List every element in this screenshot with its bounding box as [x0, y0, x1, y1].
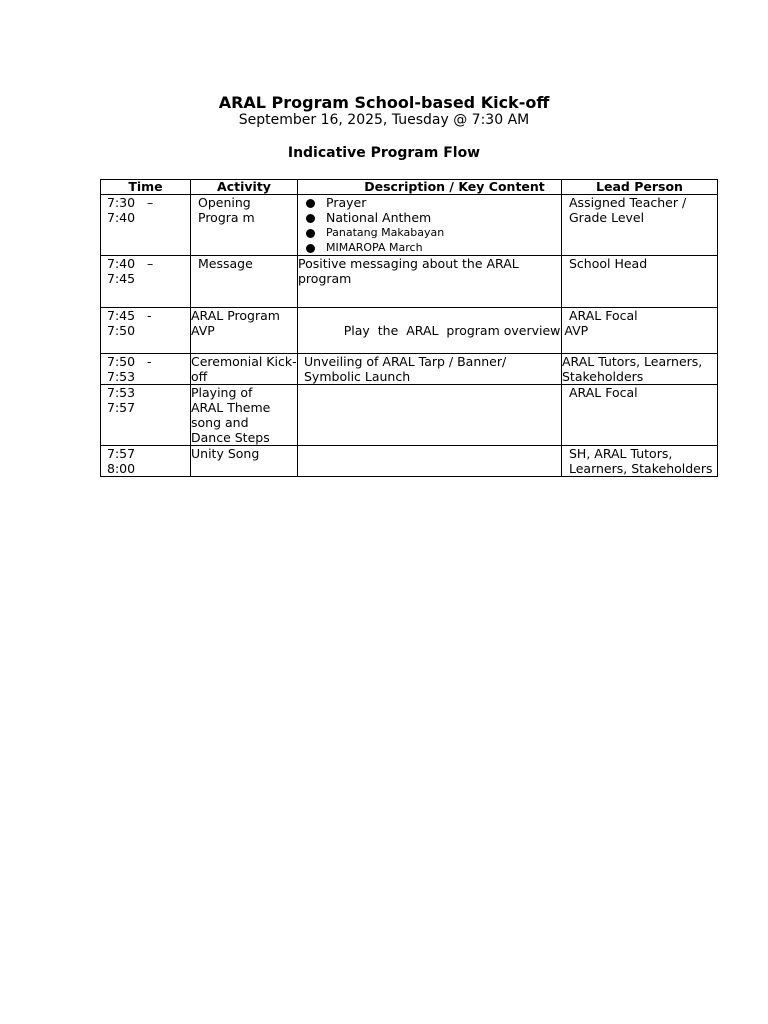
- time-start: 7:53: [107, 385, 136, 400]
- table-row: [101, 195, 718, 256]
- list-item: National Anthem: [304, 210, 561, 225]
- description-cell: [298, 195, 562, 256]
- header-activity: Activity: [191, 180, 298, 195]
- table-row: [101, 385, 718, 446]
- description-cell: [298, 446, 562, 477]
- activity-text: Ceremonial Kick-off: [191, 354, 297, 384]
- description-text: Play the ARAL program overview AVP: [343, 323, 589, 338]
- time-cell: [101, 385, 191, 446]
- description-cell: [298, 308, 589, 354]
- time-end: 8:00: [107, 461, 136, 476]
- time-start: 7:57: [107, 446, 136, 461]
- lead-person-text: Assigned Teacher / Grade Level: [569, 195, 687, 225]
- lead-person-cell: [562, 195, 718, 256]
- activity-cell: [191, 385, 298, 446]
- lead-person-cell: [562, 354, 718, 385]
- table-header-row: [101, 180, 718, 195]
- time-cell: [101, 308, 191, 354]
- description-cell: [298, 256, 562, 308]
- activity-cell: [191, 195, 298, 256]
- activity-text: Message: [198, 256, 253, 271]
- table-row: [101, 256, 718, 308]
- section-heading: Indicative Program Flow: [287, 145, 481, 161]
- time-cell: [101, 354, 191, 385]
- lead-person-text: ARAL Focal: [569, 308, 638, 323]
- description-cell: [298, 354, 562, 385]
- document-subtitle: September 16, 2025, Tuesday @ 7:30 AM: [238, 112, 530, 128]
- header-description: Description / Key Content: [298, 180, 562, 195]
- lead-person-text: ARAL Tutors, Learners, Stakeholders: [562, 354, 703, 384]
- activity-cell: [191, 308, 298, 354]
- time-start: 7:40 –: [107, 256, 154, 271]
- activity-text: ARAL Program AVP: [191, 308, 280, 338]
- list-item: Prayer: [304, 195, 561, 210]
- list-item: Panatang Makabayan: [304, 225, 561, 240]
- activity-text: Unity Song: [191, 446, 260, 461]
- lead-person-cell: [562, 446, 718, 477]
- table-row: [101, 446, 718, 477]
- header-lead-person: Lead Person: [562, 180, 718, 195]
- activity-cell: [191, 446, 298, 477]
- time-cell: [101, 256, 191, 308]
- description-text: Positive messaging about the ARAL program: [298, 256, 519, 286]
- lead-person-cell: [562, 385, 718, 446]
- bullet-icon: [306, 199, 315, 208]
- activity-cell: [191, 354, 298, 385]
- bullet-icon: [306, 214, 315, 223]
- time-cell: [101, 195, 191, 256]
- time-end: 7:45: [107, 271, 136, 286]
- table-row: [101, 354, 718, 385]
- lead-person-text: SH, ARAL Tutors, Learners, Stakeholders: [569, 446, 713, 476]
- activity-text: Opening Progra m: [198, 195, 255, 225]
- lead-person-text: ARAL Focal: [569, 385, 638, 400]
- time-cell: [101, 446, 191, 477]
- bullet-icon: [306, 244, 315, 253]
- document-title: ARAL Program School-based Kick-off: [218, 93, 550, 112]
- description-bullet-list: [298, 195, 561, 255]
- time-end: 7:57: [107, 400, 136, 415]
- activity-text: Playing of ARAL Theme song and Dance Steps: [191, 385, 271, 445]
- lead-person-cell: [562, 256, 718, 308]
- list-item: MIMAROPA March: [304, 240, 561, 255]
- time-start: 7:45 -: [107, 308, 152, 323]
- lead-person-text: School Head: [569, 256, 648, 271]
- activity-cell: [191, 256, 298, 308]
- description-cell: [298, 385, 562, 446]
- time-start: 7:30 –: [107, 195, 154, 210]
- time-end: 7:40: [107, 210, 136, 225]
- program-flow-table: [100, 179, 718, 477]
- description-text: Unveiling of ARAL Tarp / Banner/ Symbolic Launch: [304, 354, 507, 384]
- time-end: 7:50: [107, 323, 136, 338]
- header-time: Time: [101, 180, 191, 195]
- bullet-icon: [306, 229, 315, 238]
- time-start: 7:50 -: [107, 354, 152, 369]
- time-end: 7:53: [107, 369, 136, 384]
- table-row: [101, 308, 718, 354]
